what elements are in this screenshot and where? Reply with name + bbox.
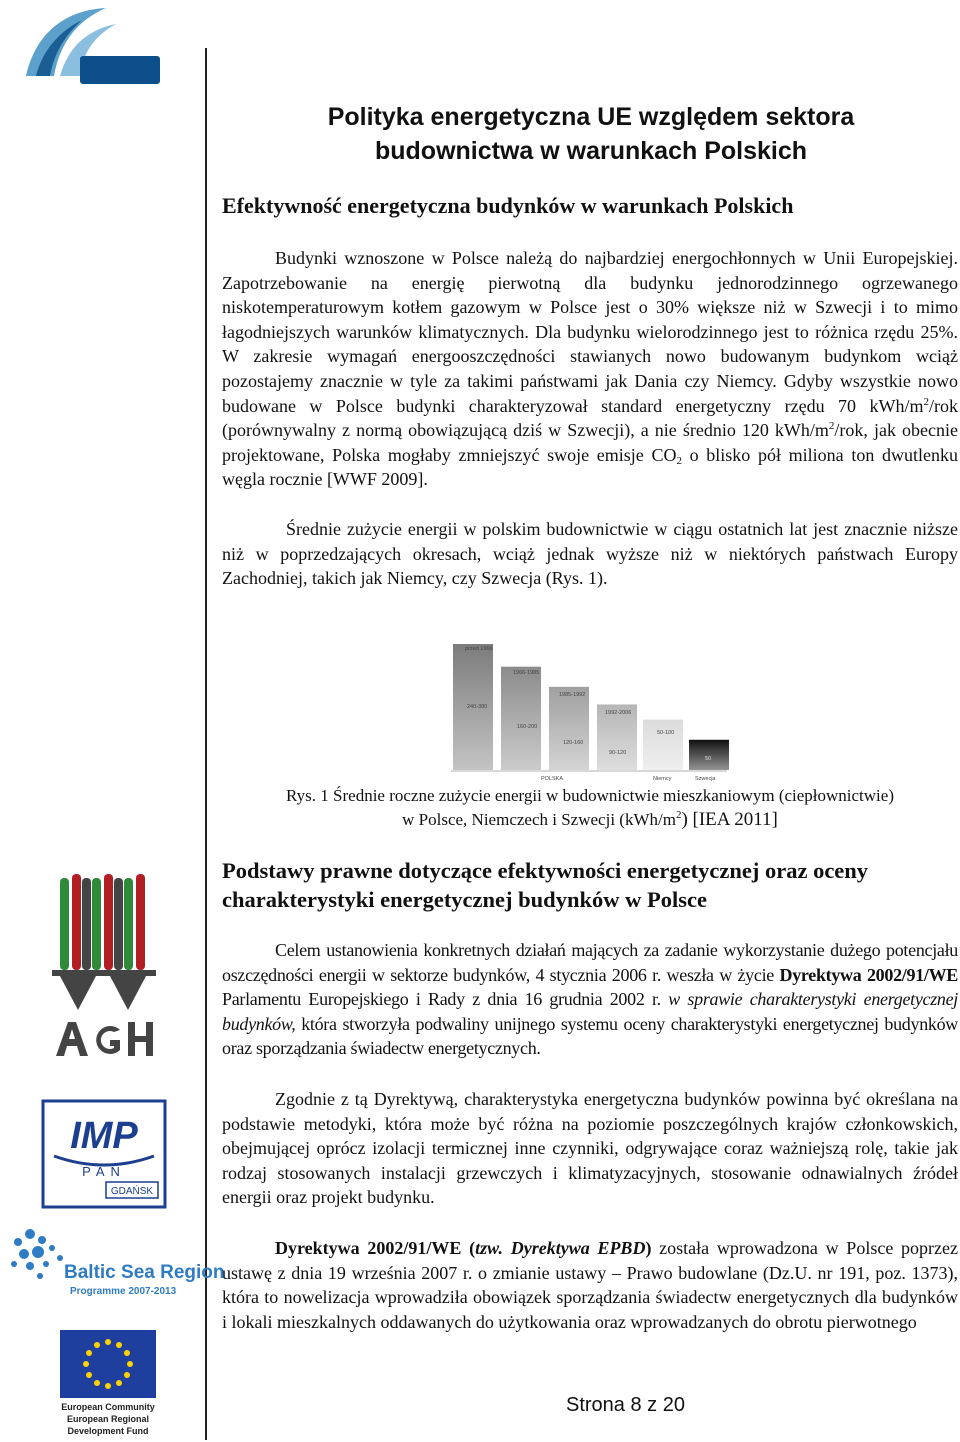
figure-bar-shade (501, 667, 541, 770)
svg-text:Development Fund: Development Fund (67, 1426, 149, 1436)
fig-group-label: POLSKA (541, 776, 564, 782)
para-text: Celem ustanowienia konkretnych działań mających za zadanie wykorzystanie dużego potencjału oszczędności energii w sektorze budynków, 4 stycznia 2006 r. weszła w życie (222, 940, 958, 985)
fig-label: 1985-1992 (559, 692, 586, 698)
para-text: /rok, jak obecnie projektowane, Polska mogłaby zmniejszyć swoje emisje CO (222, 420, 958, 465)
baltic-sea-region-logo (4, 1222, 225, 1304)
directive-alias: tzw. Dyrektywa EPBD (475, 1238, 646, 1258)
caption-label: Rys. 1 (286, 786, 329, 805)
fig-label: 50-100 (657, 730, 675, 736)
fig-label: 240-380 (467, 704, 488, 710)
directive-subject: w sprawie charakterystyki energetycznej budynków, (222, 989, 959, 1034)
svg-text:PAN: PAN (82, 1164, 126, 1179)
fig-label: przed 1966 (465, 646, 493, 652)
svg-text:IMP: IMP (70, 1115, 138, 1157)
caption-text: Średnie roczne zużycie energii w budownictwie mieszkaniowym (ciepłownictwie) (328, 786, 894, 805)
caption-text: w Polsce, Niemczech i Szwecji (kWh/m (402, 810, 676, 829)
sidebar-divider (205, 48, 207, 1440)
fig-group-label: Szwecja (695, 776, 716, 782)
imp-pan-logo (40, 1098, 168, 1210)
figure-caption (222, 784, 958, 832)
figure-energy-chart (445, 636, 730, 784)
para-text: została wprowadzona w Polsce poprzez ustawę z dnia 19 września 2007 r. o zmianie ustawy – Prawo budowlane (Dz.U. nr 191, poz. 1373), która to nowelizacja wprowadziła obowiązek sporządzania świadectw energetycznych dla budynków i lokali mieszkalnych oddawanych do użytkowania oraz wprowadzanych do obrotu pierwotnego (222, 1238, 958, 1332)
subscript: 2 (676, 454, 682, 467)
agh-logo (48, 870, 160, 1062)
document-title (222, 100, 960, 168)
svg-text:Baltic Sea Region: Baltic Sea Region (64, 1262, 225, 1283)
paragraph-legal-1 (222, 938, 958, 1061)
section-heading-efficiency: Efektywność energetyczna budynków w warunkach Polskich (222, 193, 794, 218)
paragraph-efficiency-2: Średnie zużycie energii w polskim budownictwie w ciągu ostatnich lat jest znacznie niższe niż w poprzedzających okresach, wciąż jednak wyższe niż w niektórych państwach Europy Zachodniej, takich jak Niemcy, czy Szwecja (Rys. 1). (222, 519, 958, 589)
fig-label: 1966-1985 (513, 670, 540, 676)
paragraph-legal-3 (222, 1236, 958, 1334)
fig-label: 50 (705, 756, 712, 762)
directive-name: Dyrektywa 2002/91/WE (779, 964, 958, 985)
eu-flag-logo (56, 1330, 160, 1438)
fig-label: 90-120 (609, 750, 627, 756)
superscript: 2 (828, 420, 835, 433)
directive-name: Dyrektywa 2002/91/WE ( (275, 1238, 476, 1258)
figure-bar-shade (643, 720, 683, 770)
svg-text:European Regional: European Regional (66, 1414, 150, 1424)
page-footer (566, 1392, 685, 1418)
title-line-2: budownictwa w warunkach Polskich (374, 137, 808, 165)
caption-line-1 (222, 784, 958, 808)
pea-logo (20, 2, 172, 114)
svg-text:GDAŃSK: GDAŃSK (110, 1186, 154, 1197)
fig-label: 120-160 (563, 740, 584, 746)
superscript: 2 (923, 395, 929, 408)
svg-text:Programme 2007-2013: Programme 2007-2013 (70, 1286, 177, 1297)
para-text: o blisko pół miliona ton dwutlenku węgla rocznie [WWF 2009]. (222, 444, 958, 490)
svg-text:European Community: European Community (61, 1402, 155, 1412)
caption-text: ) [IEA 2011] (681, 809, 778, 830)
paragraph-efficiency-1 (222, 246, 958, 492)
directive-paren: ) (645, 1238, 652, 1258)
title-line-1: Polityka energetyczna UE względem sektora (327, 103, 855, 131)
fig-label: 160-200 (517, 724, 538, 730)
para-text: Parlamentu Europejskiego i Rady z dnia 16 grudnia 2002 r. (222, 989, 669, 1010)
superscript: 2 (675, 809, 682, 821)
para-text: która stworzyła podwaliny unijnego systemu oceny charakterystyki energetycznej budynków oraz sporządzania świadectw energetycznych. (222, 1013, 958, 1059)
caption-line-2 (222, 808, 958, 832)
fig-group-label: Niemcy (653, 776, 672, 782)
figure-bar-shade (689, 740, 729, 770)
paragraph-legal-2: Zgodnie z tą Dyrektywą, charakterystyka energetyczna budynków powinna być określana na podstawie metodyki, która może być różna na poziomie poszczególnych krajów członkowskich, obejmującej oprócz izolacji termicznej inne czynniki, odgrywające coraz ważniejszą rolę, takie jak rodzaj stosowanych instalacji grzewczych i klimatyzacyjnych, stosowanie odnawialnych źródeł energii oraz projekt budynku. (222, 1089, 958, 1208)
figure-bar-shade (549, 687, 589, 770)
page-number-label: Strona 8 z 20 (566, 1394, 685, 1416)
para-text: /rok (porównywalny z normą obowiązującą dziś w Szwecji), a nie średnio 120 kWh/m (222, 395, 958, 441)
section-heading-legal-basis: Podstawy prawne dotyczące efektywności energetycznej oraz oceny charakterystyki energetycznej budynków w Polsce (222, 858, 869, 912)
fig-label: 1992-2006 (605, 710, 632, 716)
para-text: Budynki wznoszone w Polsce należą do najbardziej energochłonnych w Unii Europejskiej. Zapotrzebowanie na energię pierwotną dla budynku jednorodzinnego ogrzewanego niskotemperaturowym kotłem gazowym w Polsce jest o 30% większe niż w Szwecji i to mimo łagodniejszych warunków klimatycznych. Dla budynku wielorodzinnego jest to różnica rzędu 25%. W zakresie wymagań energooszczędności stawianych nowo budowanym budynkom wciąż pozostajemy znacznie w tyle za takimi państwami jak Dania czy Niemcy. Gdyby wszystkie nowo budowane w Polsce budynki charakteryzował standard energetyczny rzędu 70 kWh/m (222, 248, 958, 416)
